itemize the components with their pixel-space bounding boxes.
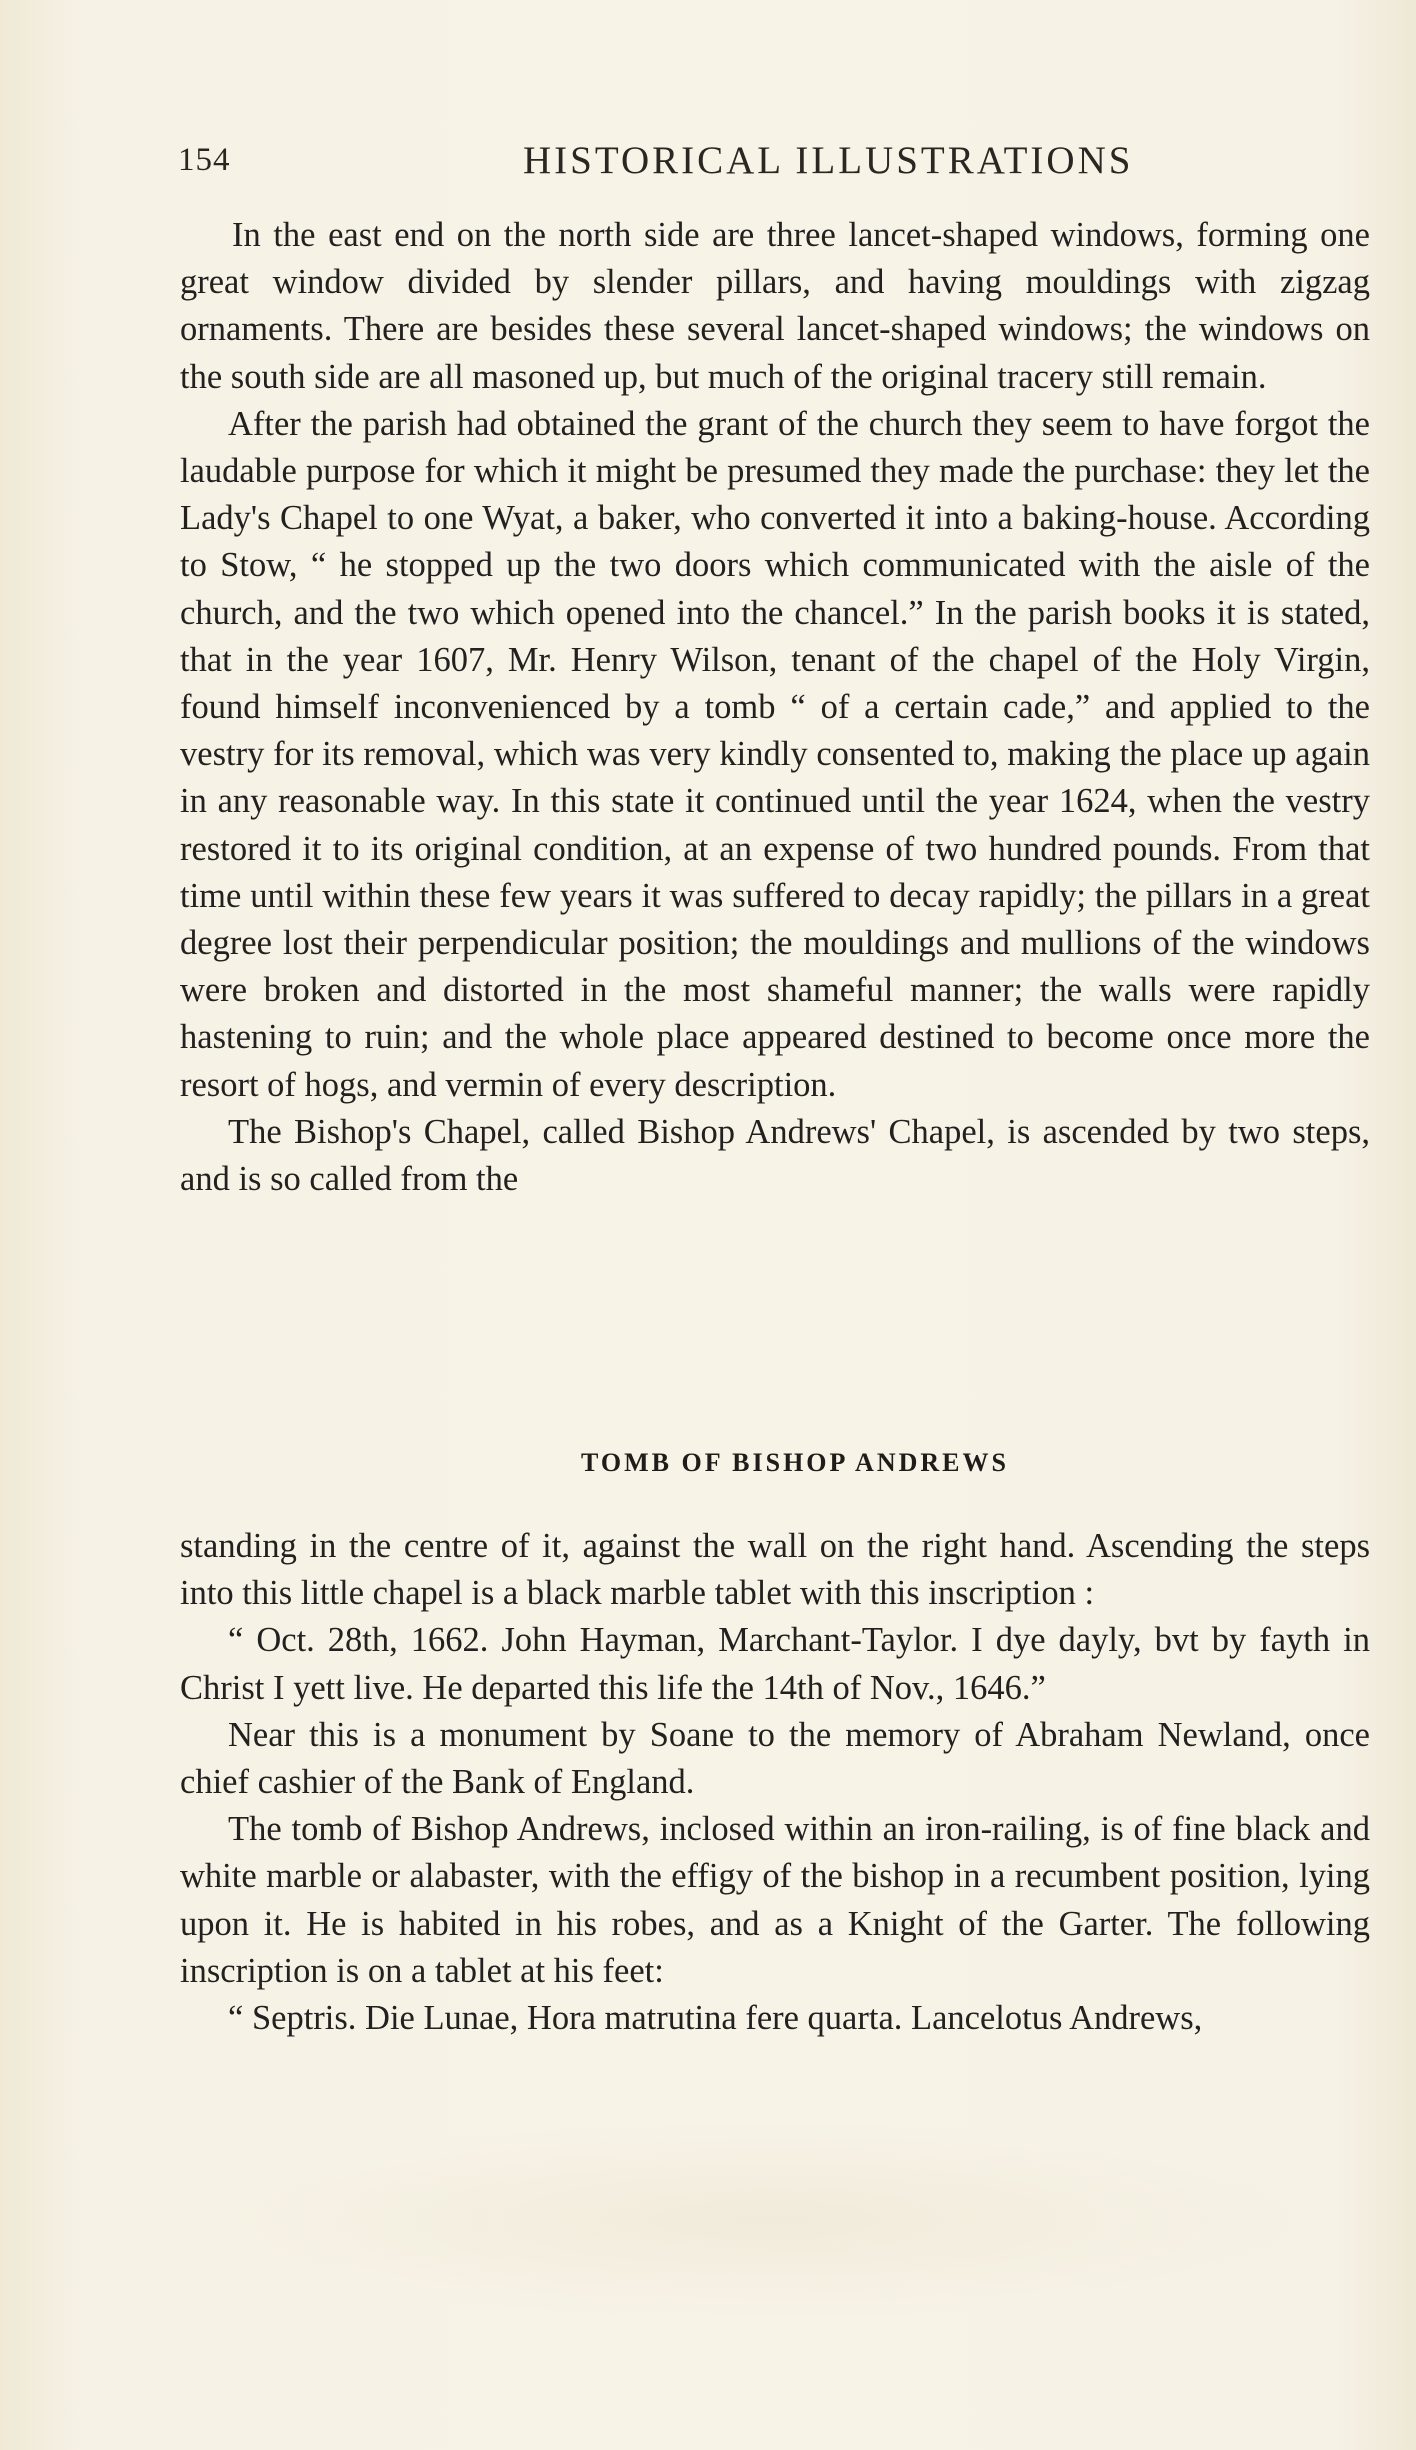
page-number: 154 — [178, 142, 231, 178]
paragraph-parish-history: After the parish had obtained the grant of the church they seem to have forgot the laudable purpose for which it might be presumed they made the purchase: they let the Lady's Chapel to one Wyat, a baker, who converted it into a baking-house. According to Stow, “ he stopped up the two doors which communicated with the aisle of the church, and the two which opened into the chancel.” In the parish books it is stated, that in the year 1607, Mr. Henry Wilson, tenant of the chapel of the Holy Virgin, found himself inconvenienced by a tomb “ of a certain cade,” and applied to the vestry for its removal, which was very kindly consented to, making the place up again in any reasonable way. In this state it continued until the year 1624, when the vestry restored it to its original condition, at an expense of two hundred pounds. From that time until within these few years it was suffered to decay rapidly; the pillars in a great degree lost their perpendicular position; the mouldings and mullions of the windows were broken and distorted in the most shameful manner; the walls were rapidly hastening to ruin; and the whole place appeared destined to become once more the resort of hogs, and vermin of every description. — [180, 404, 1370, 1104]
body-text-top — [180, 212, 1370, 1203]
plate-title: TOMB OF BISHOP ANDREWS — [581, 1448, 1009, 1477]
paragraph-andrews-tomb: The tomb of Bishop Andrews, inclosed within an iron-railing, is of fine black and white marble or alabaster, with the effigy of the bishop in a recumbent position, lying upon it. He is habited in his robes, and as a Knight of the Garter. The following inscription is on a tablet at his feet: — [180, 1810, 1370, 1990]
running-head: HISTORICAL ILLUSTRATIONS — [523, 139, 1134, 182]
plate-stain — [190, 2120, 1340, 2320]
paragraph-bishops-chapel: The Bishop's Chapel, called Bishop Andrews' Chapel, is ascended by two steps, and is so called from the — [180, 1112, 1370, 1199]
paragraph-latin-inscription: “ Septris. Die Lunae, Hora matrutina fere quarta. Lancelotus Andrews, — [228, 1999, 1203, 2038]
paragraph-continuation: standing in the centre of it, against the wall on the right hand. Ascending the steps into this little chapel is a black marble tablet with this inscription : — [180, 1527, 1370, 1613]
paragraph-hayman-inscription: “ Oct. 28th, 1662. John Hayman, Marchant-Taylor. I dye dayly, bvt by fayth in Christ I yett live. He departed this life the 14th of Nov., 1646.” — [180, 1621, 1370, 1707]
body-text-bottom — [180, 1523, 1370, 2042]
paragraph-newland-monument: Near this is a monument by Soane to the memory of Abraham Newland, once chief cashier of the Bank of England. — [180, 1715, 1370, 1802]
page-header — [178, 138, 1358, 198]
paragraph-windows: In the east end on the north side are three lancet-shaped windows, forming one great window divided by slender pillars, and having mouldings with zigzag ornaments. There are besides these several lancet-shaped windows; the windows on the south side are all masoned up, but much of the original tracery still remain. — [180, 216, 1370, 396]
